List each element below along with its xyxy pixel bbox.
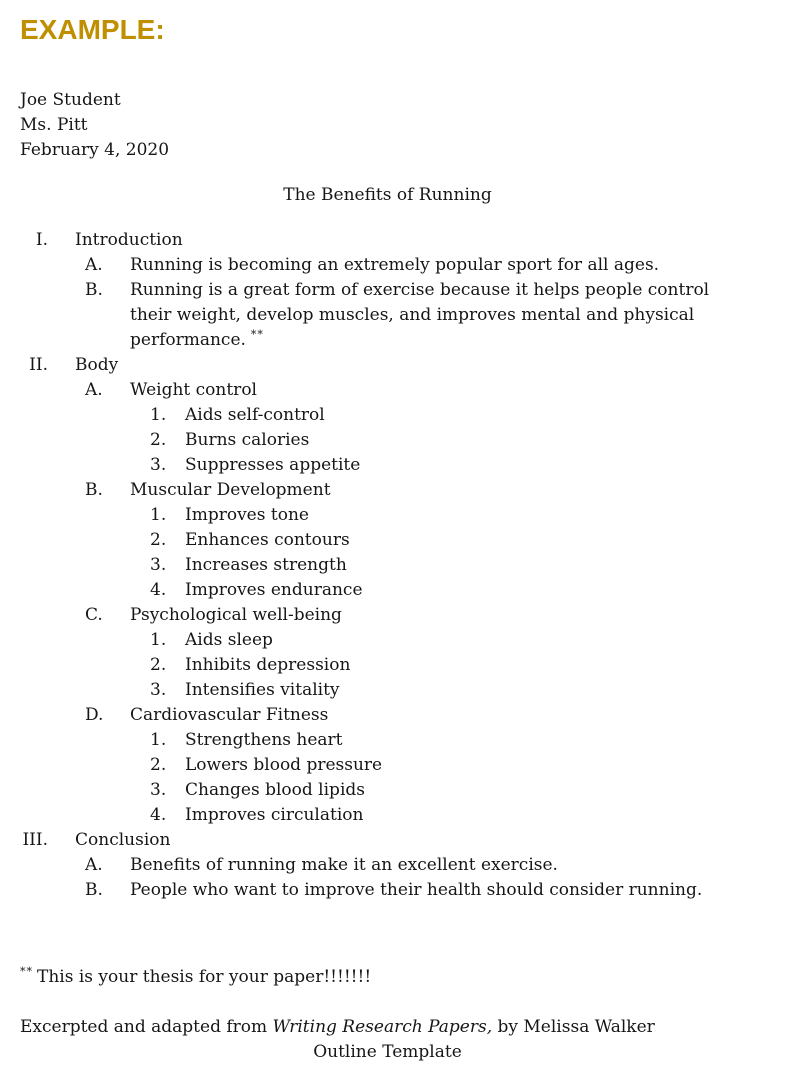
outline-marker: 1. [150,630,167,650]
outline-marker: B. [85,480,103,500]
outline-text: Burns calories [185,430,310,450]
outline-marker: 2. [150,755,167,775]
outline-text: Improves tone [185,505,309,525]
outline-text: Aids self-control [185,405,325,425]
outline-item [20,728,755,753]
outline-marker: 4. [150,805,167,825]
date-line: February 4, 2020 [20,140,170,160]
outline-item [20,453,755,478]
outline-marker: 3. [150,455,167,475]
outline-item [20,378,755,403]
example-heading: EXAMPLE: [20,14,165,45]
outline-text: Running is becoming an extremely popular sport for all ages. [130,255,660,275]
outline-item [20,503,755,528]
outline-text: Inhibits depression [185,655,351,675]
outline-text: Increases strength [185,555,347,575]
attribution-suffix: by Melissa Walker [492,1017,655,1037]
outline-marker: 1. [150,730,167,750]
outline-marker: A. [85,855,103,875]
thesis-ref-mark: ** [20,965,33,979]
outline-marker: II. [29,355,48,375]
outline-item [20,803,755,828]
outline-text: Changes blood lipids [185,780,365,800]
outline-text: Muscular Development [130,480,331,500]
outline-item [20,253,755,278]
outline-item [20,228,755,253]
outline-item [20,653,755,678]
outline-marker: I. [35,230,48,250]
outline-text: Improves endurance [185,580,363,600]
outline-text: Introduction [75,230,183,250]
outline-text: Strengthens heart [185,730,343,750]
author-line: Joe Student [20,90,121,110]
outline-marker: 2. [150,530,167,550]
outline-item [20,853,755,878]
outline-item [20,678,755,703]
outline-text: Enhances contours [185,530,350,550]
outline-item [20,478,755,503]
outline-item [20,428,755,453]
outline-text: Psychological well-being [130,605,342,625]
template-label: Outline Template [313,1042,462,1062]
outline-marker: III. [22,830,48,850]
outline-item [20,603,755,628]
outline-marker: B. [85,280,103,300]
outline-item [20,778,755,803]
thesis-footnote-text: This is your thesis for your paper!!!!!!! [37,967,372,987]
thesis-ref-mark: ** [250,328,264,342]
thesis-footnote [20,965,755,990]
book-title: Writing Research Papers, [272,1017,493,1037]
outline-text: Intensifies vitality [185,680,340,700]
outline-marker: B. [85,880,103,900]
outline-item [20,353,755,378]
outline-item [20,403,755,428]
attribution-prefix: Excerpted and adapted from [20,1017,273,1037]
outline-text: People who want to improve their health should consider running. [130,880,703,900]
byline-block [20,88,755,163]
outline-item [20,528,755,553]
outline-marker: 1. [150,405,167,425]
outline-item [20,578,755,603]
attribution-line [20,1015,755,1040]
outline-item [20,828,755,853]
outline-item [20,628,755,653]
outline-text: Benefits of running make it an excellent exercise. [130,855,558,875]
outline-text: Improves circulation [185,805,364,825]
outline-text: Weight control [130,380,257,400]
outline-text: Lowers blood pressure [185,755,383,775]
outline-text: Conclusion [75,830,171,850]
outline-marker: 3. [150,680,167,700]
outline-marker: C. [85,605,103,625]
outline-marker: 3. [150,780,167,800]
outline-text: Aids sleep [185,630,273,650]
outline-marker: D. [85,705,104,725]
outline-marker: 3. [150,555,167,575]
outline-marker: 2. [150,430,167,450]
outline-item [20,553,755,578]
outline [20,228,755,903]
outline-marker: A. [85,255,103,275]
outline-item [20,878,755,903]
outline-text: Suppresses appetite [185,455,361,475]
outline-text: Body [75,355,119,375]
outline-item [20,703,755,728]
outline-text: Running is a great form of exercise because it helps people control their weight, develop muscles, and improves mental and physical performance. ** [130,280,710,350]
document-title: The Benefits of Running [283,185,492,205]
outline-marker: A. [85,380,103,400]
outline-marker: 2. [150,655,167,675]
teacher-line: Ms. Pitt [20,115,88,135]
outline-marker: 4. [150,580,167,600]
outline-item [20,753,755,778]
outline-marker: 1. [150,505,167,525]
outline-item [20,278,755,353]
outline-text: Cardiovascular Fitness [130,705,329,725]
